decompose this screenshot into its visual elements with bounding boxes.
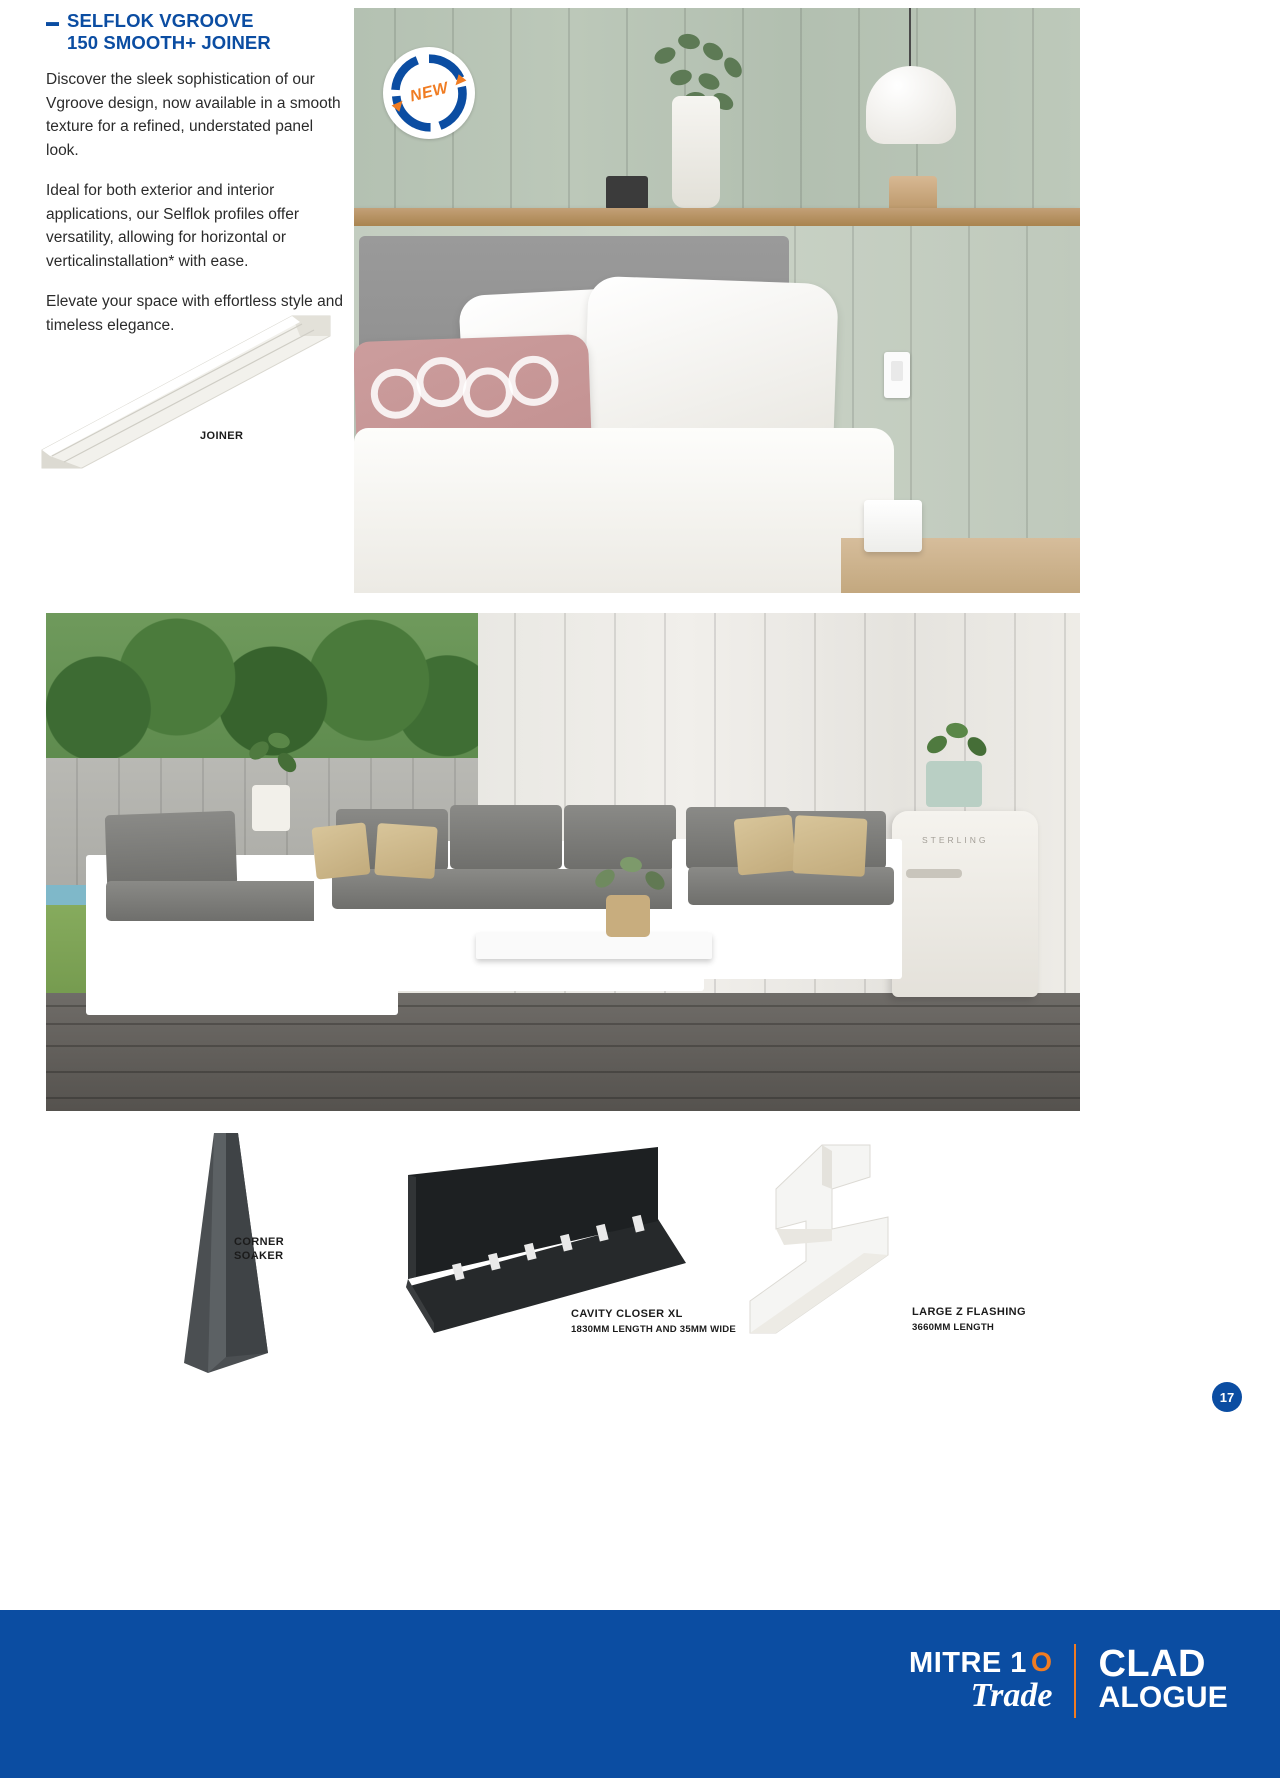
retro-fridge: [892, 811, 1038, 997]
pendant-cord: [909, 8, 911, 70]
planter-foliage: [242, 731, 300, 789]
armchair-back-cushion: [105, 811, 238, 889]
footer-bar: [0, 1610, 1280, 1778]
dash-icon: ▬: [46, 14, 59, 29]
new-badge: [383, 47, 475, 139]
cladalogue-logo: CLAD ALOGUE: [1098, 1643, 1228, 1714]
cavity-closer-label: CAVITY CLOSER XL 1830MM LENGTH AND 35MM WIDE: [571, 1308, 736, 1335]
watering-can: [926, 761, 982, 807]
outdoor-lifestyle-image: [46, 613, 1080, 1111]
mitre10-wordmark: MITRE 1 O: [909, 1647, 1053, 1679]
accent-pillow-3: [734, 815, 797, 876]
page-title: [46, 10, 346, 54]
vase: [672, 96, 720, 208]
wall-switch: [884, 352, 910, 398]
fridge-handle: [906, 869, 962, 878]
footer-branding: [909, 1644, 1228, 1718]
timber-shelf: [354, 208, 1080, 226]
mitre10-trade-logo: [909, 1648, 1052, 1714]
accent-pillow-2: [374, 823, 437, 879]
product-specs-row: [46, 1125, 1080, 1385]
planter-pot: [252, 785, 290, 831]
bed-mattress: [354, 428, 894, 593]
accent-pillow-1: [311, 822, 370, 879]
cube-lamp: [864, 500, 922, 552]
shelf-box: [606, 176, 648, 210]
heading-line-2: 150 SMOOTH+ JOINER: [67, 32, 271, 53]
trade-wordmark: Trade: [970, 1677, 1053, 1714]
table-plant: [586, 853, 672, 901]
table-vase: [606, 895, 650, 937]
new-badge-label: NEW: [407, 79, 450, 106]
fridge-brand-label: STERLING: [922, 835, 989, 845]
plant-foliage: [644, 26, 764, 106]
page-number-badge: 17: [1212, 1382, 1242, 1412]
footer-divider: [1074, 1644, 1076, 1718]
coffee-table: [476, 933, 712, 959]
accent-pillow-4: [793, 815, 868, 877]
sofa-back-cushion-2: [450, 805, 562, 869]
article-column: [46, 10, 346, 337]
white-pillow-right: [583, 276, 839, 450]
z-flashing-label: LARGE Z FLASHING 3660MM LENGTH: [912, 1306, 1026, 1333]
fridge-top-plant: [922, 719, 988, 765]
heading-line-1: SELFLOK VGROOVE: [67, 10, 254, 31]
joiner-product-image: [30, 300, 350, 480]
joiner-shape-icon: [30, 300, 350, 480]
corner-soaker-label: CORNER SOAKER: [234, 1236, 285, 1262]
article-paragraph-3: Elevate your space with effortless style and timeless elegance.: [46, 293, 343, 334]
article-paragraph-2: Ideal for both exterior and interior applications, our Selflok profiles offer versatility, allowing for horizontal or verticalinstallation* with ease.: [46, 182, 300, 270]
mitre10-arrow-icon: O: [1030, 1647, 1053, 1677]
shelf-plant-pot: [889, 176, 937, 212]
article-paragraph-1: Discover the sleek sophistication of our Vgroove design, now available in a smooth texture for a refined, understated panel look.: [46, 71, 341, 159]
joiner-label: JOINER: [200, 430, 244, 442]
